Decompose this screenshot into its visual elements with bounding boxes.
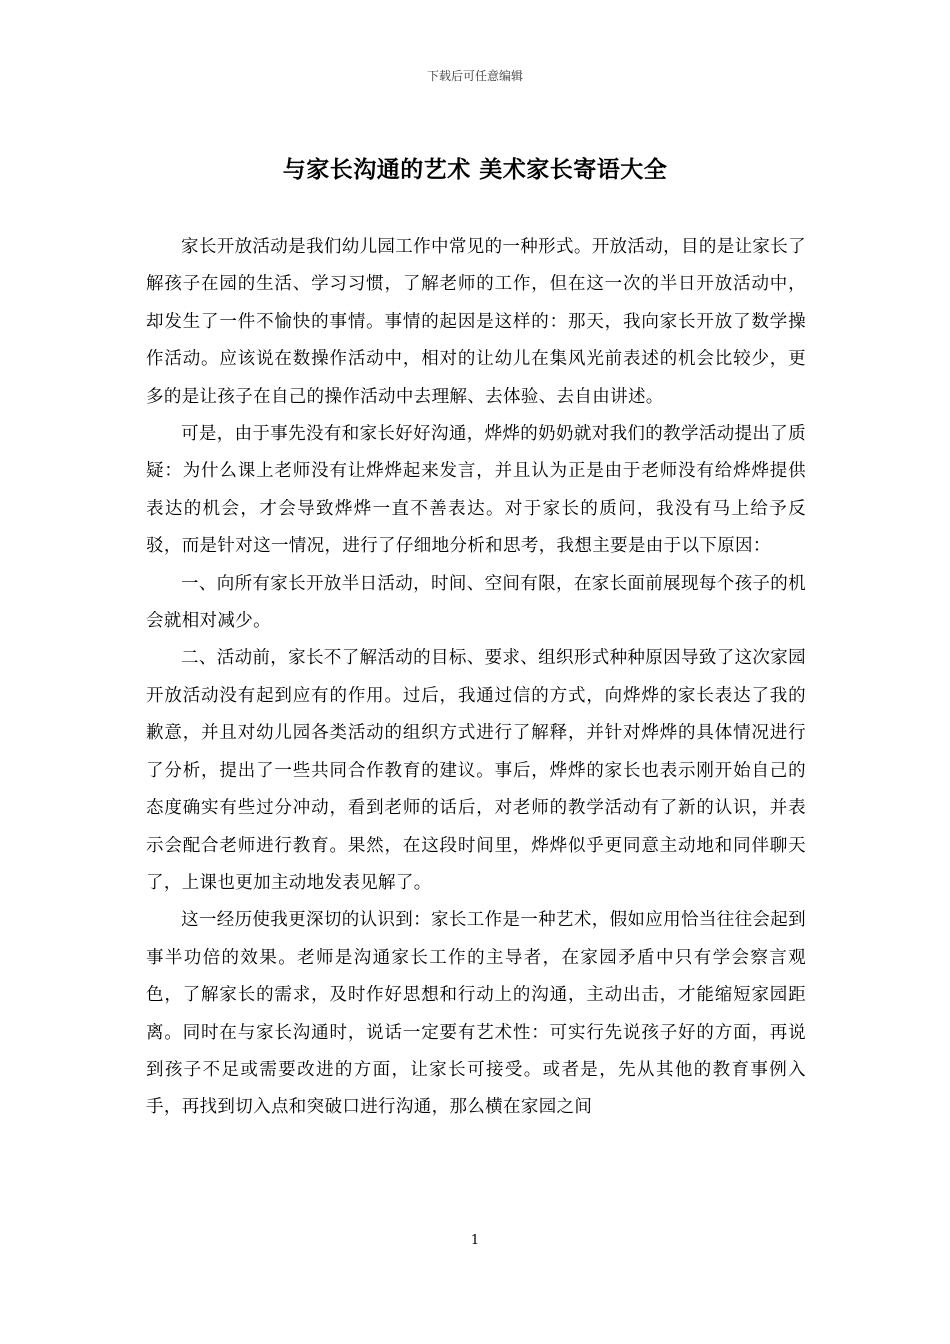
paragraph: 二、活动前，家长不了解活动的目标、要求、组织形式种种原因导致了这次家园开放活动没有起到应有的作用。过后，我通过信的方式，向烨烨的家长表达了我的歉意，并且对幼儿园各类活动的组织方式进行了解释，并针对烨烨的具体情况进行了分析，提出了一些共同合作教育的建议。事后，烨烨的家长也表示刚开始自己的态度确实有些过分冲动，看到老师的话后，对老师的教学活动有了新的认识，并表示会配合老师进行教育。果然，在这段时间里，烨烨似乎更同意主动地和同伴聊天了，上课也更加主动地发表见解了。 — [146, 648, 806, 893]
paragraph: 可是，由于事先没有和家长好好沟通，烨烨的奶奶就对我们的教学活动提出了质疑：为什么课上老师没有让烨烨起来发言，并且认为正是由于老师没有给烨烨提供表达的机会，才会导致烨烨一直不善表达。对于家长的质问，我没有马上给予反驳，而是针对这一情况，进行了仔细地分析和思考，我想主要是由于以下原因： — [146, 424, 806, 557]
page-header: 下载后可任意编辑 — [426, 69, 523, 83]
document-body — [146, 229, 806, 1127]
paragraph: 这一经历使我更深切的认识到：家长工作是一种艺术，假如应用恰当往往会起到事半功倍的效果。老师是沟通家长工作的主导者，在家园矛盾中只有学会察言观色，了解家长的需求，及时作好思想和行动上的沟通，主动出击，才能缩短家园距离。同时在与家长沟通时，说话一定要有艺术性：可实行先说孩子好的方面，再说到孩子不足或需要改进的方面，让家长可接受。或者是，先从其他的教育事例入手，再找到切入点和突破口进行沟通，那么横在家园之间 — [146, 910, 806, 1118]
paragraph: 家长开放活动是我们幼儿园工作中常见的一种形式。开放活动，目的是让家长了解孩子在园的生活、学习习惯，了解老师的工作，但在这一次的半日开放活动中，却发生了一件不愉快的事情。事情的起因是这样的：那天，我向家长开放了数学操作活动。应该说在数操作活动中，相对的让幼儿在集风光前表述的机会比较少，更多的是让孩子在自己的操作活动中去理解、去体验、去自由讲述。 — [146, 237, 806, 407]
document-title: 与家长沟通的艺术 美术家长寄语大全 — [282, 157, 668, 183]
paragraph: 一、向所有家长开放半日活动，时间、空间有限，在家长面前展现每个孩子的机会就相对减少。 — [146, 573, 806, 632]
page-number: 1 — [470, 1233, 480, 1248]
